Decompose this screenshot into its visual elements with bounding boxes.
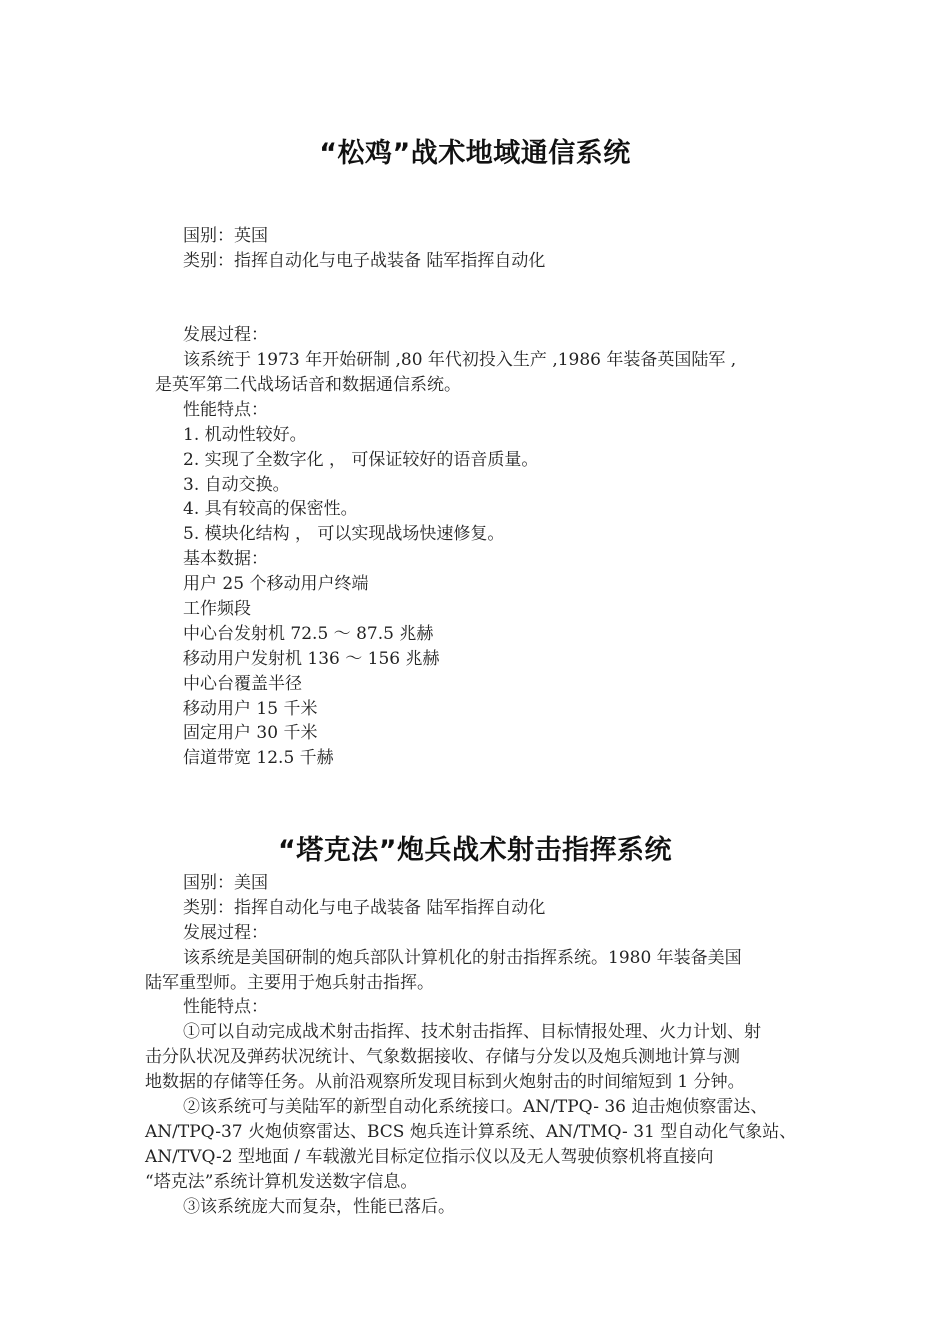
doc1-title: “松鸡”战术地域通信系统 [319, 138, 631, 169]
doc1-dev-heading: 发展过程： [183, 325, 268, 345]
doc2-perf3-line1: ③该系统庞大而复杂，性能已落后。 [183, 1197, 455, 1217]
doc1-basic-item: 工作频段 [183, 599, 251, 619]
doc2-perf1-line3: 地数据的存储等任务。从前沿观察所发现目标到火炮射击的时间缩短到 1 分钟。 [145, 1072, 745, 1092]
doc1-category: 类别：指挥自动化与电子战装备 陆军指挥自动化 [183, 251, 546, 271]
doc1-dev-line2: 是英军第二代战场话音和数据通信系统。 [155, 375, 461, 395]
doc2-perf2-line2: AN/TPQ-37 火炮侦察雷达、BCS 炮兵连计算系统、AN/TMQ- 31 型自动化气象站、 [145, 1122, 797, 1142]
doc1-basic-item: 中心台覆盖半径 [183, 674, 302, 694]
doc2-dev-heading: 发展过程： [183, 923, 268, 943]
doc1-basic-item: 信道带宽 12.5 千赫 [183, 748, 334, 768]
doc2-perf2-line1: ②该系统可与美陆军的新型自动化系统接口。AN/TPQ- 36 迫击炮侦察雷达、 [183, 1097, 768, 1117]
doc2-perf-heading: 性能特点： [183, 997, 268, 1017]
doc1-basic-heading: 基本数据： [183, 549, 268, 569]
doc2-perf2-line4: “塔克法”系统计算机发送数字信息。 [145, 1172, 418, 1192]
doc1-perf-item: 4. 具有较高的保密性。 [183, 499, 358, 519]
doc2-dev-line1: 该系统是美国研制的炮兵部队计算机化的射击指挥系统。1980 年装备美国 [183, 948, 742, 968]
doc1-perf-heading: 性能特点： [183, 400, 268, 420]
doc2-dev-line2: 陆军重型师。主要用于炮兵射击指挥。 [145, 973, 434, 993]
doc1-country: 国别：英国 [183, 226, 268, 246]
doc1-basic-item: 中心台发射机 72.5 ～ 87.5 兆赫 [183, 624, 434, 644]
doc1-basic-item: 固定用户 30 千米 [183, 723, 318, 743]
doc2-country: 国别：美国 [183, 873, 268, 893]
doc2-title: “塔克法”炮兵战术射击指挥系统 [278, 835, 672, 866]
doc1-basic-item: 用户 25 个移动用户终端 [183, 574, 369, 594]
doc1-perf-item: 3. 自动交换。 [183, 475, 290, 495]
doc1-basic-item: 移动用户 15 千米 [183, 699, 318, 719]
doc2-perf1-line1: ①可以自动完成战术射击指挥、技术射击指挥、目标情报处理、火力计划、射 [183, 1022, 761, 1042]
doc2-perf2-line3: AN/TVQ-2 型地面 / 车载激光目标定位指示仪以及无人驾驶侦察机将直接向 [145, 1147, 714, 1167]
doc2-category: 类别：指挥自动化与电子战装备 陆军指挥自动化 [183, 898, 546, 918]
doc1-perf-item: 5. 模块化结构 ， 可以实现战场快速修复。 [183, 524, 505, 544]
doc1-perf-item: 1. 机动性较好。 [183, 425, 307, 445]
doc1-basic-item: 移动用户发射机 136 ～ 156 兆赫 [183, 649, 440, 669]
doc1-perf-item: 2. 实现了全数字化 ， 可保证较好的语音质量。 [183, 450, 539, 470]
doc2-perf1-line2: 击分队状况及弹药状况统计、气象数据接收、存储与分发以及炮兵测地计算与测 [145, 1047, 740, 1067]
doc1-dev-line1: 该系统于 1973 年开始研制 ,80 年代初投入生产 ,1986 年装备英国陆军 , [183, 350, 737, 370]
